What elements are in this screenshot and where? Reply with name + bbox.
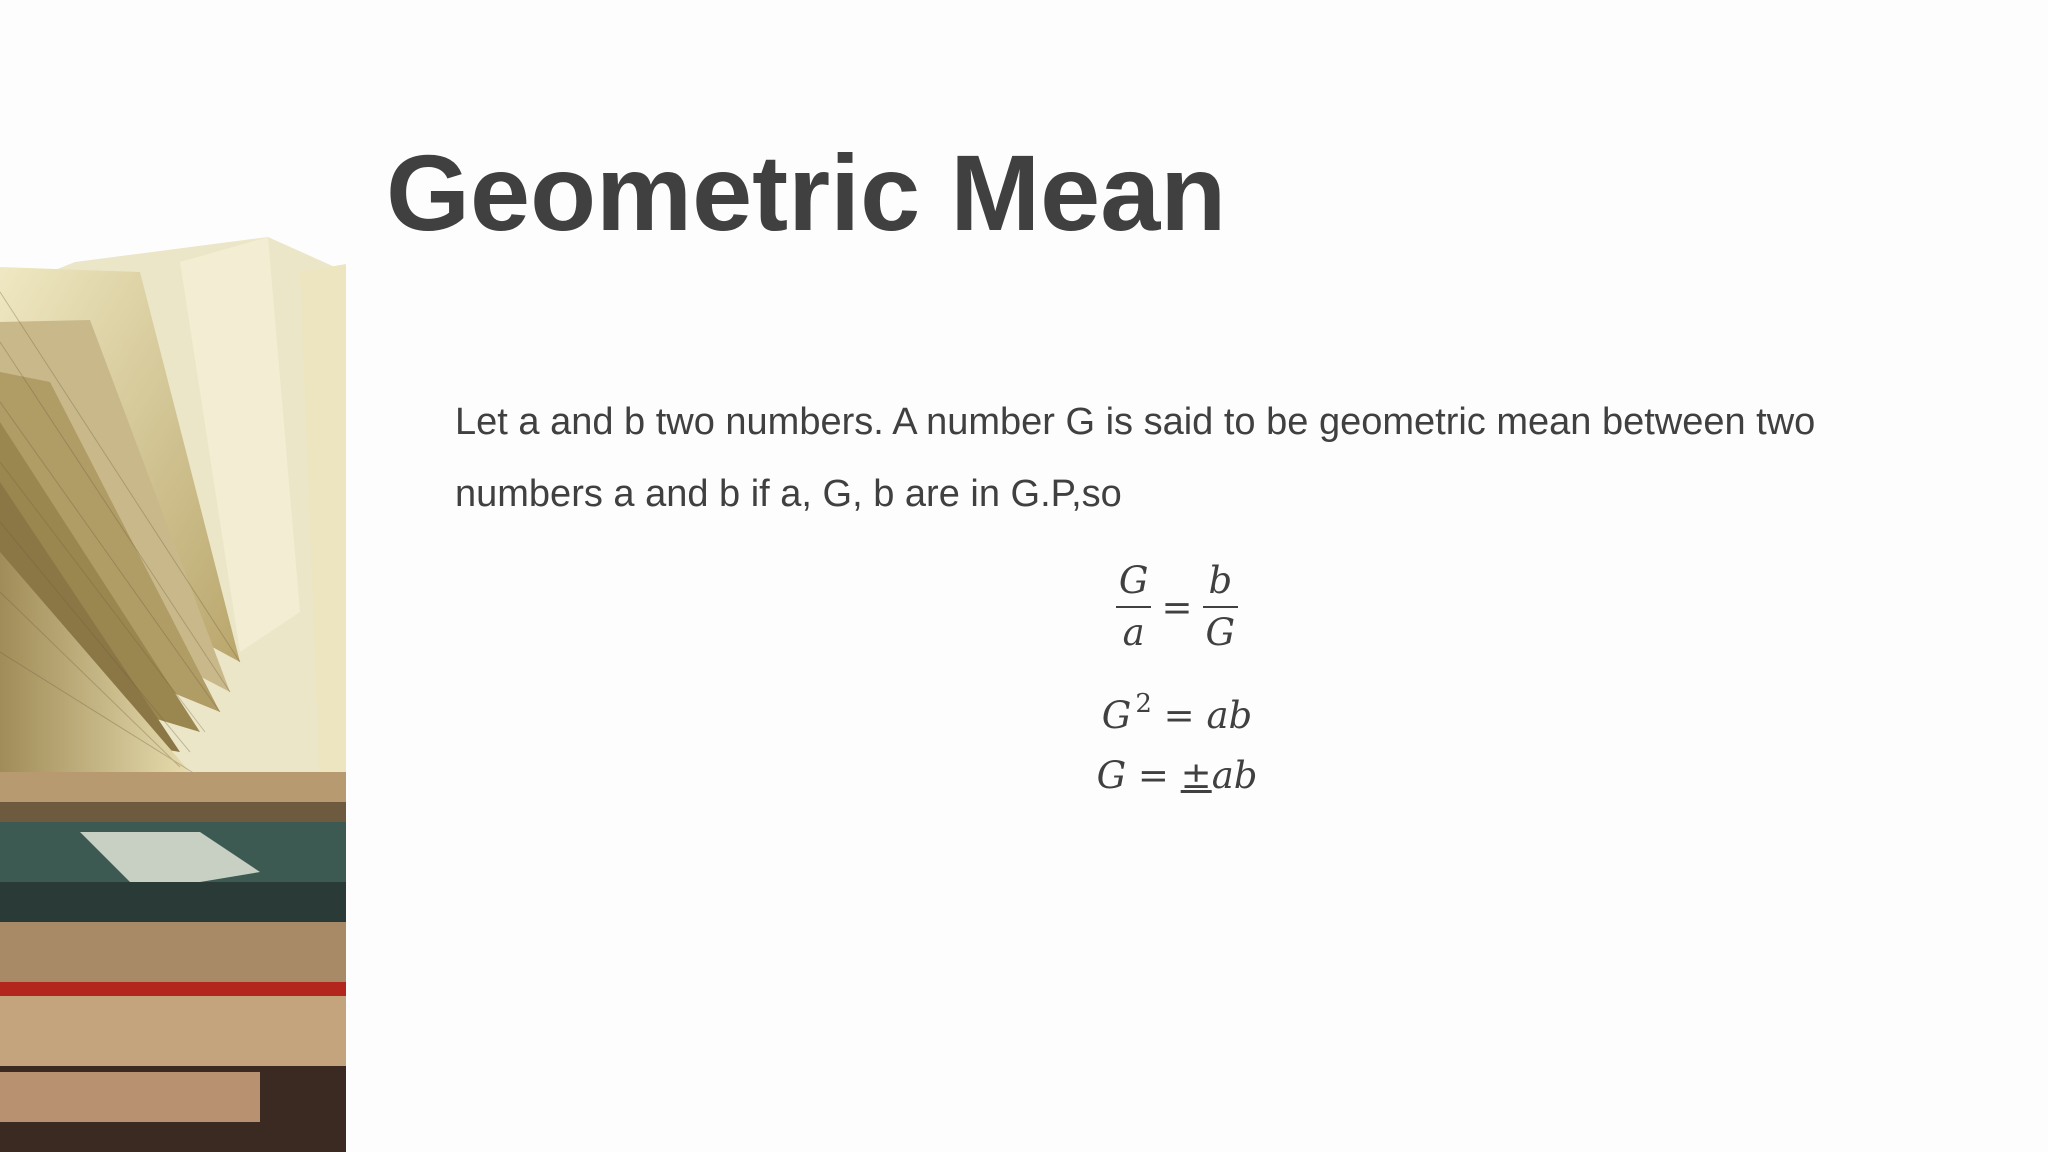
fraction-b-over-g [1203, 556, 1239, 658]
equation-ratio [0, 556, 2048, 658]
equation-square [0, 676, 2048, 744]
slide-title: Geometric Mean [386, 132, 1227, 253]
eq-exponent: 2 [1135, 689, 1152, 719]
fraction-g-over-a [1116, 556, 1152, 658]
numerator: G [1116, 556, 1152, 608]
denominator: G [1205, 611, 1236, 654]
eq-lhs: G [1096, 754, 1127, 797]
plus-minus-sign: ± [1180, 754, 1212, 797]
denominator: a [1122, 611, 1145, 654]
definition-text: Let a and b two numbers. A number G is said to be geometric mean between two numbers a and b if a, G, b are in G.P,so [455, 401, 1816, 515]
numerator: b [1203, 556, 1239, 608]
equation-root [0, 748, 2048, 804]
equals-sign: = [1137, 754, 1169, 797]
equals-sign: = [1161, 585, 1193, 629]
eq-rhs: ab [1206, 694, 1253, 737]
equals-sign: = [1163, 694, 1195, 737]
eq-base: G [1101, 694, 1132, 737]
eq-rhs: ab [1211, 754, 1258, 797]
